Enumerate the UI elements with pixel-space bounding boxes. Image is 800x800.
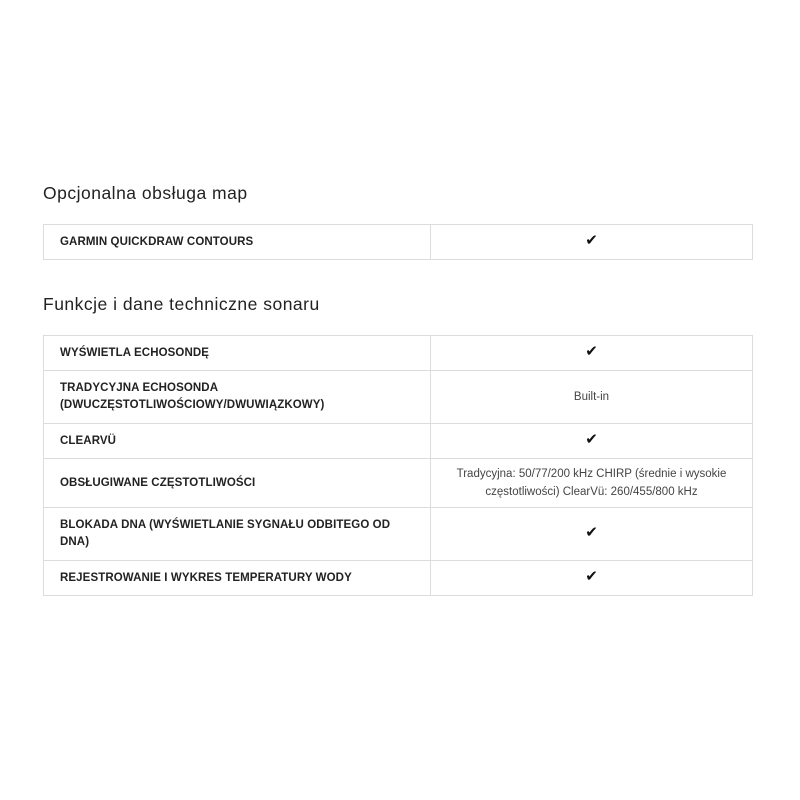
row-value: Tradycyjna: 50/77/200 kHz CHIRP (średnie i wysokie częstotliwości) ClearVü: 260/455/800 kHz: [431, 459, 753, 508]
checkmark-icon: ✔: [585, 430, 598, 448]
section-sonar-features: [43, 294, 753, 596]
section-map-support: [43, 183, 753, 260]
row-label: WYŚWIETLA ECHOSONDĘ: [44, 336, 431, 371]
table-row: [44, 459, 753, 508]
row-value: Built-in: [431, 371, 753, 424]
table-row: [44, 336, 753, 371]
table-row: [44, 508, 753, 561]
row-value: [431, 424, 753, 459]
table-row: [44, 561, 753, 596]
checkmark-icon: ✔: [585, 231, 598, 249]
spec-table: [43, 224, 753, 260]
row-label: BLOKADA DNA (WYŚWIETLANIE SYGNAŁU ODBITEGO OD DNA): [44, 508, 431, 561]
row-value: [431, 561, 753, 596]
section-title: Opcjonalna obsługa map: [43, 183, 248, 203]
checkmark-icon: ✔: [585, 342, 598, 360]
row-value: [431, 336, 753, 371]
table-row: [44, 371, 753, 424]
row-label: GARMIN QUICKDRAW CONTOURS: [44, 225, 431, 260]
row-label: REJESTROWANIE I WYKRES TEMPERATURY WODY: [44, 561, 431, 596]
row-value: [431, 508, 753, 561]
row-label: CLEARVÜ: [44, 424, 431, 459]
section-title: Funkcje i dane techniczne sonaru: [43, 294, 320, 314]
table-row: [44, 225, 753, 260]
row-value: [431, 225, 753, 260]
row-label: OBSŁUGIWANE CZĘSTOTLIWOŚCI: [44, 459, 431, 508]
checkmark-icon: ✔: [585, 523, 598, 541]
row-label: TRADYCYJNA ECHOSONDA (DWUCZĘSTOTLIWOŚCIOWY/DWUWIĄZKOWY): [44, 371, 431, 424]
table-row: [44, 424, 753, 459]
spec-table: [43, 335, 753, 596]
checkmark-icon: ✔: [585, 567, 598, 585]
